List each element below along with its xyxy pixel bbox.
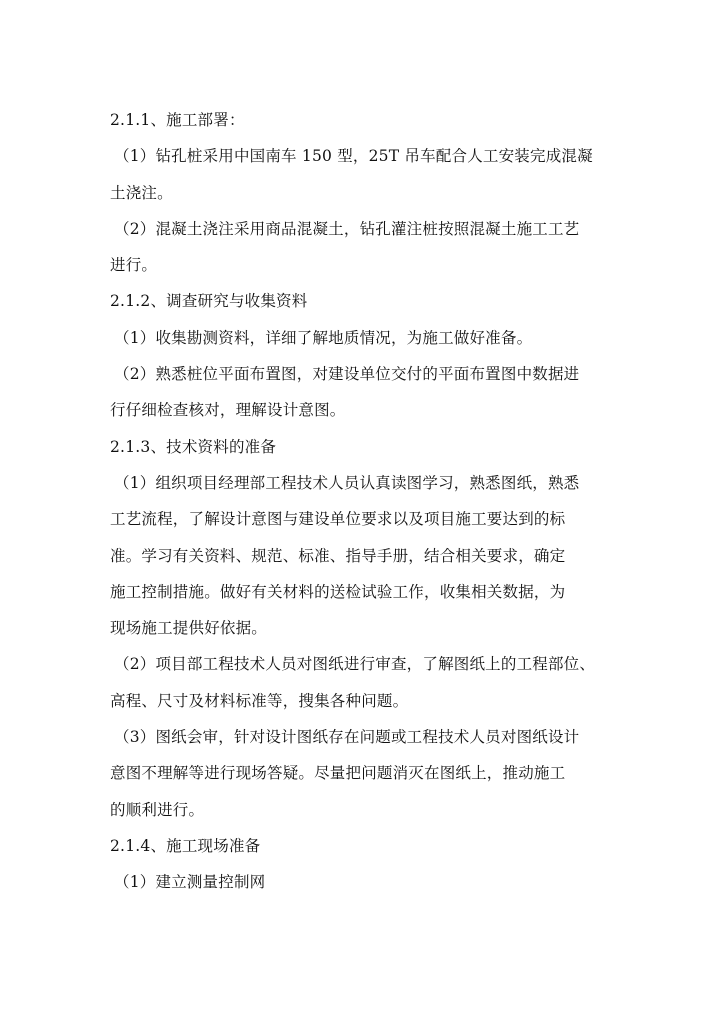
paragraph-line: 意图不理解等进行现场答疑。尽量把问题消灭在图纸上，推动施工 bbox=[110, 764, 566, 783]
paragraph-line: 工艺流程，了解设计意图与建设单位要求以及项目施工要达到的标 bbox=[110, 510, 566, 529]
document-body bbox=[110, 102, 630, 901]
paragraph-line: （1）建立测量控制网 bbox=[114, 873, 266, 892]
paragraph-line: 施工控制措施。做好有关材料的送检试验工作，收集相关数据，为 bbox=[110, 582, 566, 601]
section-heading-2-1-3: 2.1.3、技术资料的准备 bbox=[110, 437, 277, 456]
paragraph-line: 土浇注。 bbox=[110, 183, 173, 202]
paragraph-line: （3）图纸会审，针对设计图纸存在问题或工程技术人员对图纸设计 bbox=[114, 728, 580, 747]
paragraph-line: （2）项目部工程技术人员对图纸进行审查，了解图纸上的工程部位、 bbox=[114, 655, 596, 674]
paragraph-line: 现场施工提供好依据。 bbox=[110, 619, 268, 638]
paragraph-line: （2）熟悉桩位平面布置图，对建设单位交付的平面布置图中数据进 bbox=[114, 365, 580, 384]
paragraph-line: 进行。 bbox=[110, 256, 158, 275]
paragraph-line: （2）混凝土浇注采用商品混凝土，钻孔灌注桩按照混凝土施工工艺 bbox=[114, 219, 580, 238]
paragraph-line: （1）钻孔桩采用中国南车 150 型，25T 吊车配合人工安装完成混凝 bbox=[114, 147, 593, 166]
section-heading-2-1-2: 2.1.2、调查研究与收集资料 bbox=[110, 292, 308, 311]
paragraph-line: 行仔细检查核对，理解设计意图。 bbox=[110, 401, 346, 420]
paragraph-line: 高程、尺寸及材料标准等，搜集各种问题。 bbox=[110, 691, 409, 710]
paragraph-line: 的顺利进行。 bbox=[110, 800, 205, 819]
section-heading-2-1-4: 2.1.4、施工现场准备 bbox=[110, 836, 261, 855]
section-heading-2-1-1: 2.1.1、施工部署： bbox=[110, 111, 245, 129]
paragraph-line: （1）收集勘测资料，详细了解地质情况，为施工做好准备。 bbox=[114, 328, 533, 347]
paragraph-line: 准。学习有关资料、规范、标准、指导手册，结合相关要求，确定 bbox=[110, 546, 566, 565]
paragraph-line: （1）组织项目经理部工程技术人员认真读图学习，熟悉图纸，熟悉 bbox=[114, 473, 580, 492]
